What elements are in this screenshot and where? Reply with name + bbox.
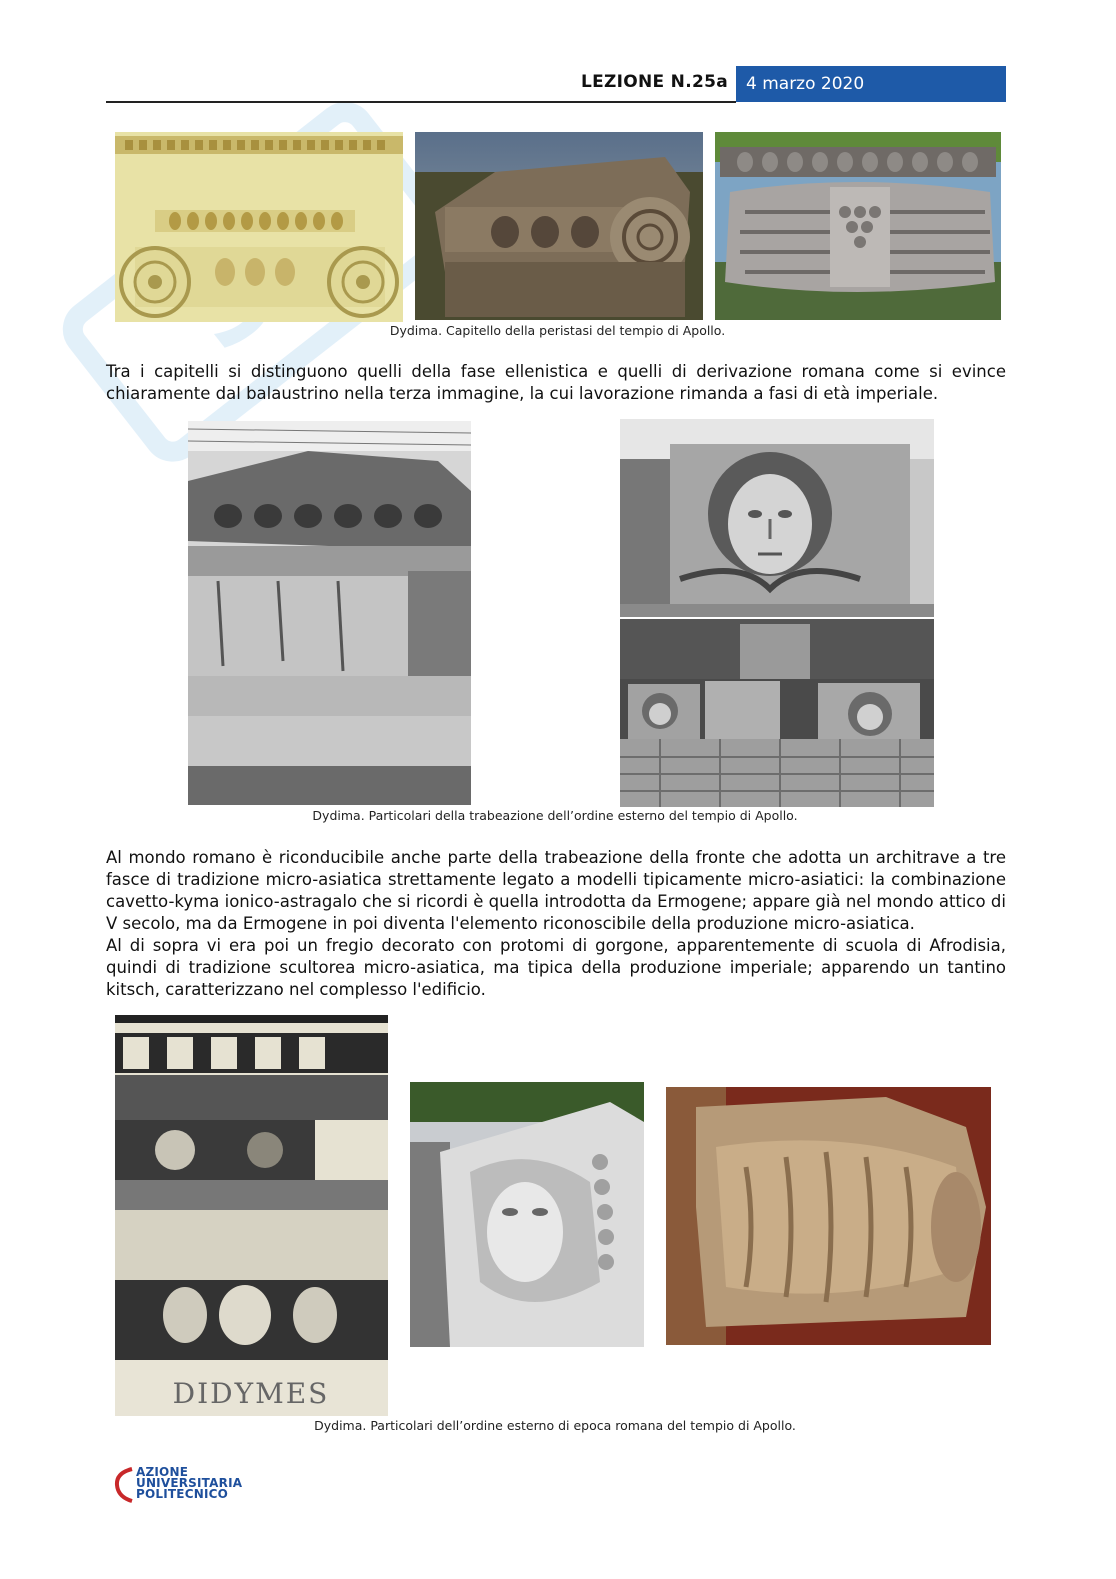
header-divider [106, 101, 736, 103]
azione-universitaria-logo [114, 1465, 254, 1505]
engraving-didymes [115, 1015, 388, 1416]
photo-gorgon-blocks [620, 619, 934, 807]
caption-roman-order: Dydima. Particolari dell’ordine esterno di epoca romana del tempio di Apollo. [314, 1418, 796, 1433]
photo-capital-ruin [415, 132, 703, 320]
photo-capital-baluster [715, 132, 1001, 320]
logo-line-2: UNIVERSITARIA [136, 1476, 243, 1490]
logo-line-1: AZIONE [136, 1465, 189, 1479]
photo-baluster-fragment [666, 1087, 991, 1345]
caption-capitals: Dydima. Capitello della peristasi del tempio di Apollo. [389, 323, 726, 338]
photo-entablature-corner [188, 421, 471, 805]
paragraph-capitals [106, 361, 1006, 405]
paragraph-roman-entablature [106, 847, 1006, 1001]
lesson-date: 4 marzo 2020 [736, 66, 1006, 102]
logo-swoosh-icon [114, 1467, 136, 1503]
paragraph-text: Tra i capitelli si distinguono quelli della fase ellenistica e quelli di derivazione romana come si evince chiaramente dal balaustrino nella terza immagine, la cui lavorazione rimanda a fasi di età imperiale. [106, 362, 1006, 403]
lesson-number: LEZIONE N.25a [580, 72, 728, 92]
paragraph-text-a: Al mondo romano è riconducibile anche parte della trabeazione della fronte che adotta un architrave a tre fasce di tradizione micro-asiatica strettamente legato a modelli tipicamente micro-asiatici: la combinazione cavetto-kyma ionico-astragalo che si ricordi è quella introdotta da Ermogene; appare già nel mondo attico di V secolo, ma da Ermogene in poi diventa l'elemento riconoscibile della produzione micro-asiatica. [106, 848, 1006, 933]
photo-gorgon-head [620, 419, 934, 617]
paragraph-text-b: Al di sopra vi era poi un fregio decorato con protomi di gorgone, apparentemente di scuola di Afrodisia, quindi di tradizione scultorea micro-asiatica, ma tipica della produzione imperiale; apparendo un tantino kitsch, caratterizzano nel complesso l'edificio. [106, 936, 1006, 999]
caption-entablature: Dydima. Particolari della trabeazione dell’ordine esterno del tempio di Apollo. [312, 808, 798, 823]
engraving-title: DIDYMES [172, 1377, 330, 1410]
logo-line-3: POLITECNICO [136, 1487, 229, 1501]
photo-gorgon-fragment [410, 1082, 644, 1347]
photo-capital-drawing [115, 132, 403, 322]
